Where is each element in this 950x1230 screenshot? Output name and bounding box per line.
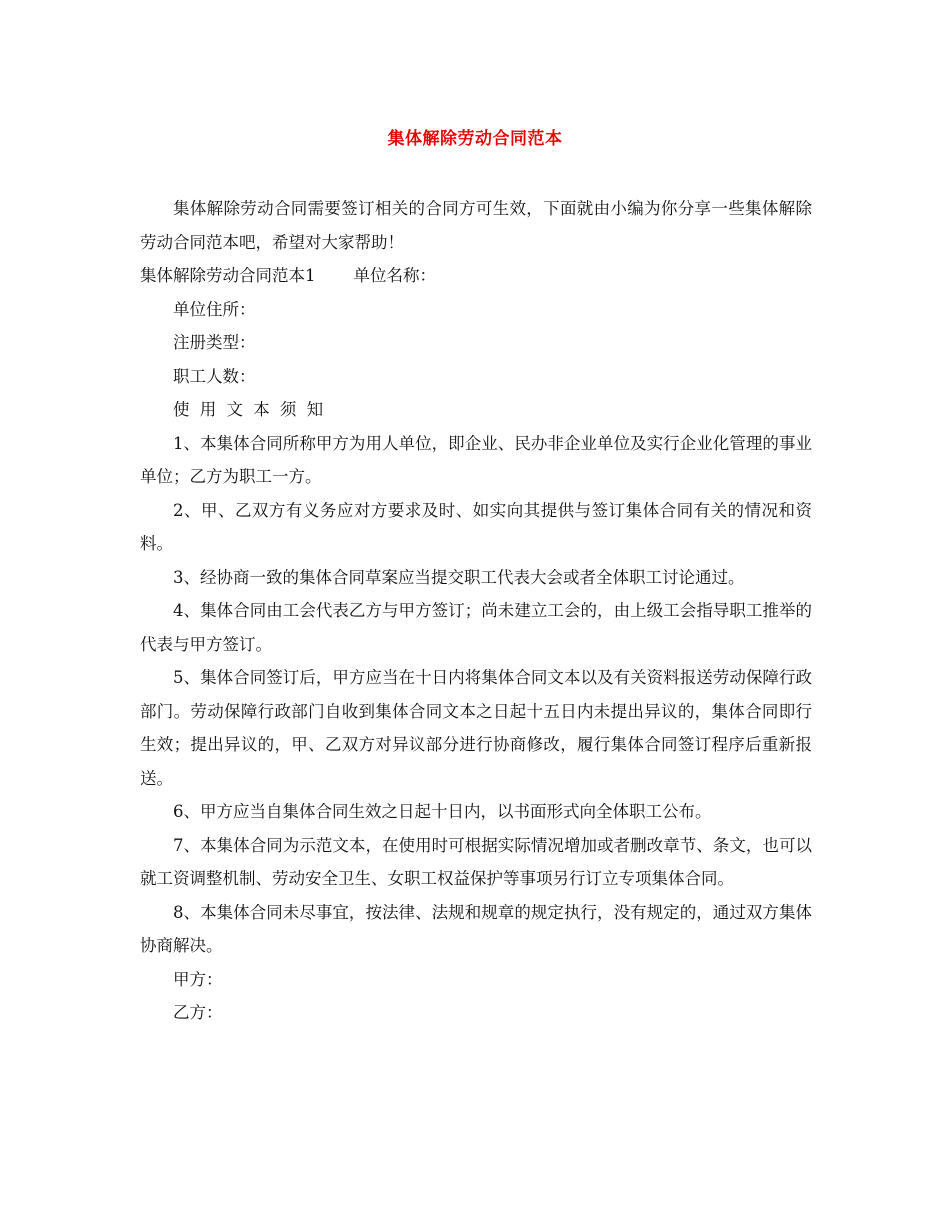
section-heading: 集体解除劳动合同范本1 [140,266,316,285]
unit-address-label: 单位住所： [173,299,256,319]
notice-item-7: 7、本集体合同为示范文本，在使用时可根据实际情况增加或者删改章节、条文，也可以就工资调整机制、劳动安全卫生、女职工权益保护等事项另行订立专项集体合同。 [140,835,812,888]
notice-heading: 使用文本须知 [173,400,334,419]
notice-item-2: 2、甲、乙双方有义务应对方要求及时、如实向其提供与签订集体合同有关的情况和资料。 [140,500,812,553]
party-a-label: 甲方： [173,969,223,989]
notice-item-8: 8、本集体合同未尽事宜，按法律、法规和规章的规定执行，没有规定的，通过双方集体协商解决。 [140,902,812,955]
notice-item-6: 6、甲方应当自集体合同生效之日起十日内，以书面形式向全体职工公布。 [173,802,712,821]
notice-item-1: 1、本集体合同所称甲方为用人单位，即企业、民办非企业单位及实行企业化管理的事业单位；乙方为职工一方。 [140,433,812,486]
notice-item-3: 3、经协商一致的集体合同草案应当提交职工代表大会或者全体职工讨论通过。 [173,567,745,587]
registration-type-label: 注册类型： [173,333,256,352]
notice-item-4: 4、集体合同由工会代表乙方与甲方签订；尚未建立工会的，由上级工会指导职工推举的代表与甲方签订。 [140,601,812,654]
document-body [140,192,812,1030]
section-heading-line [140,259,812,293]
notice-heading-line [140,393,812,427]
notice-item-5: 5、集体合同签订后，甲方应当在十日内将集体合同文本以及有关资料报送劳动保障行政部门。劳动保障行政部门自收到集体合同文本之日起十五日内未提出异议的，集体合同即行生效；提出异议的，甲、乙双方对异议部分进行协商修改，履行集体合同签订程序后重新报送。 [140,668,812,788]
employee-count-label: 职工人数： [173,366,256,386]
intro-paragraph: 集体解除劳动合同需要签订相关的合同方可生效，下面就由小编为你分享一些集体解除劳动合同范本吧，希望对大家帮助！ [140,199,812,252]
document-title: 集体解除劳动合同范本 [387,129,563,149]
party-b-label: 乙方： [173,1003,223,1022]
unit-name-label: 单位名称： [353,266,436,285]
